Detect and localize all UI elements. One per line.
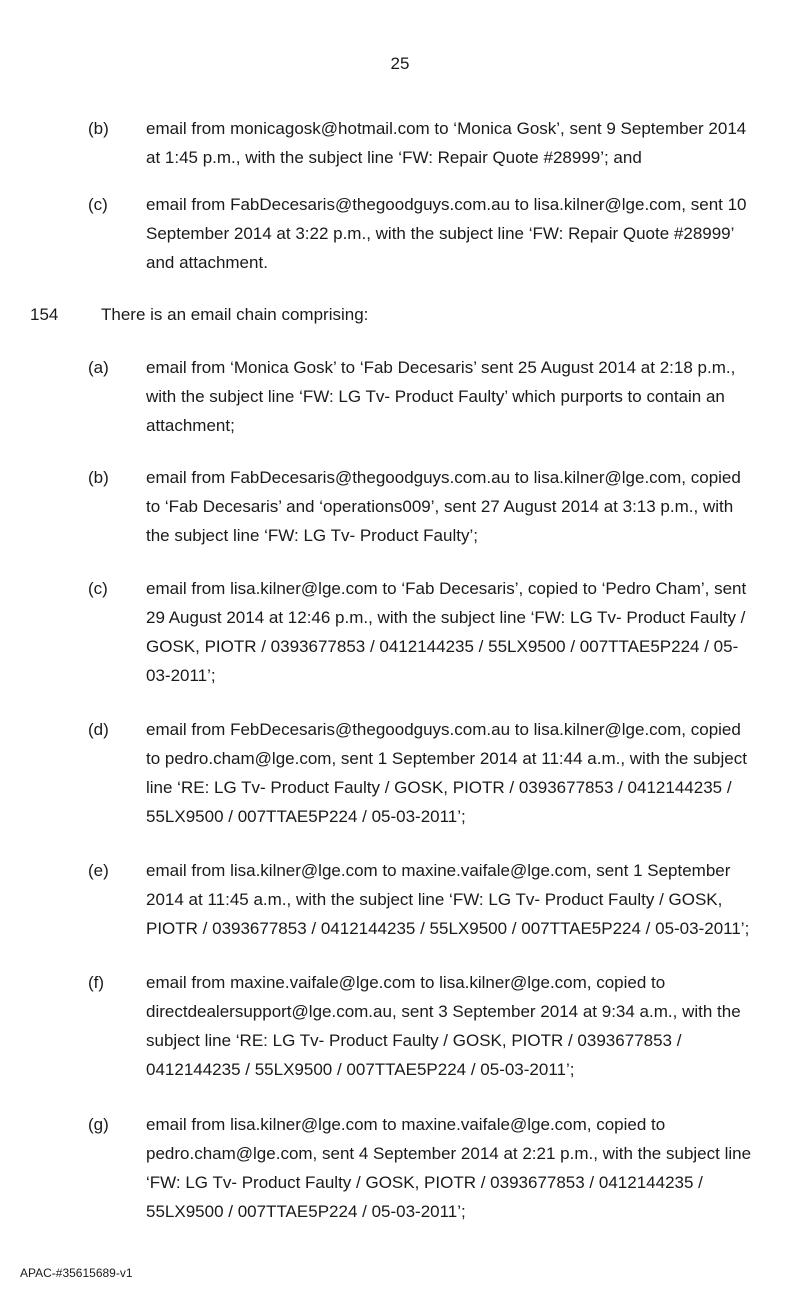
item-label: (c) [88, 195, 108, 214]
item-label: (a) [88, 358, 109, 377]
item-text: email from FabDecesaris@thegoodguys.com.au to lisa.kilner@lge.com, sent 10 September 2014 at 3:22 p.m., with the subject line ‘FW: Repair Quote #28999’ and attachment. [146, 195, 747, 272]
item-label: (b) [88, 468, 109, 487]
item-text: email from lisa.kilner@lge.com to ‘Fab Decesaris’, copied to ‘Pedro Cham’, sent 29 August 2014 at 12:46 p.m., with the subject line ‘FW: LG Tv- Product Faulty / GOSK, PIOTR / 0393677853 / 0412144235 / 55LX9500 / 007TTAE5P224 / 05- 03-2011’; [146, 579, 747, 685]
paragraph-text: There is an email chain comprising: [101, 305, 369, 324]
document-reference-footer: APAC-#35615689-v1 [20, 1266, 133, 1280]
item-label: (d) [88, 720, 109, 739]
item-text: email from ‘Monica Gosk’ to ‘Fab Decesaris’ sent 25 August 2014 at 2:18 p.m., with the subject line ‘FW: LG Tv- Product Faulty’ which purports to contain an attachment; [146, 358, 736, 435]
item-text: email from FebDecesaris@thegoodguys.com.au to lisa.kilner@lge.com, copied to pedro.cham@lge.com, sent 1 September 2014 at 11:44 a.m., with the subject line ‘RE: LG Tv- Product Faulty / GOSK, PIOTR / 0393677853 / 0412144235 / 55LX9500 / 007TTAE5P224 / 05-03-2011’; [146, 720, 747, 826]
item-text: email from maxine.vaifale@lge.com to lisa.kilner@lge.com, copied to directdealersupport@lge.com.au, sent 3 September 2014 at 9:34 a.m., with the subject line ‘RE: LG Tv- Product Faulty / GOSK, PIOTR / 0393677853 / 0412144235 / 55LX9500 / 007TTAE5P224 / 05-03-2011’; [146, 973, 741, 1079]
item-label: (g) [88, 1115, 109, 1134]
item-label: (b) [88, 119, 109, 138]
paragraph-number: 154 [30, 305, 59, 324]
item-label: (c) [88, 579, 108, 598]
item-text: email from monicagosk@hotmail.com to ‘Monica Gosk’, sent 9 September 2014 at 1:45 p.m., with the subject line ‘FW: Repair Quote #28999’; and [146, 119, 747, 167]
page-number: 25 [390, 54, 410, 73]
item-label: (f) [88, 973, 105, 992]
item-text: email from lisa.kilner@lge.com to maxine.vaifale@lge.com, sent 1 September 2014 at 11:45 a.m., with the subject line ‘FW: LG Tv- Product Faulty / GOSK, PIOTR / 0393677853 / 0412144235 / 55LX9500 / 007TTAE5P224 / 05-03-2011’; [146, 861, 750, 938]
item-text: email from lisa.kilner@lge.com to maxine.vaifale@lge.com, copied to pedro.cham@lge.com, sent 4 September 2014 at 2:21 p.m., with the subject line ‘FW: LG Tv- Product Faulty / GOSK, PIOTR / 0393677853 / 0412144235 / 55LX9500 / 007TTAE5P224 / 05-03-2011’; [146, 1115, 752, 1221]
item-label: (e) [88, 861, 109, 880]
item-text: email from FabDecesaris@thegoodguys.com.au to lisa.kilner@lge.com, copied to ‘Fab Decesaris’ and ‘operations009’, sent 27 August 2014 at 3:13 p.m., with the subject line ‘FW: LG Tv- Product Faulty’; [146, 468, 741, 545]
